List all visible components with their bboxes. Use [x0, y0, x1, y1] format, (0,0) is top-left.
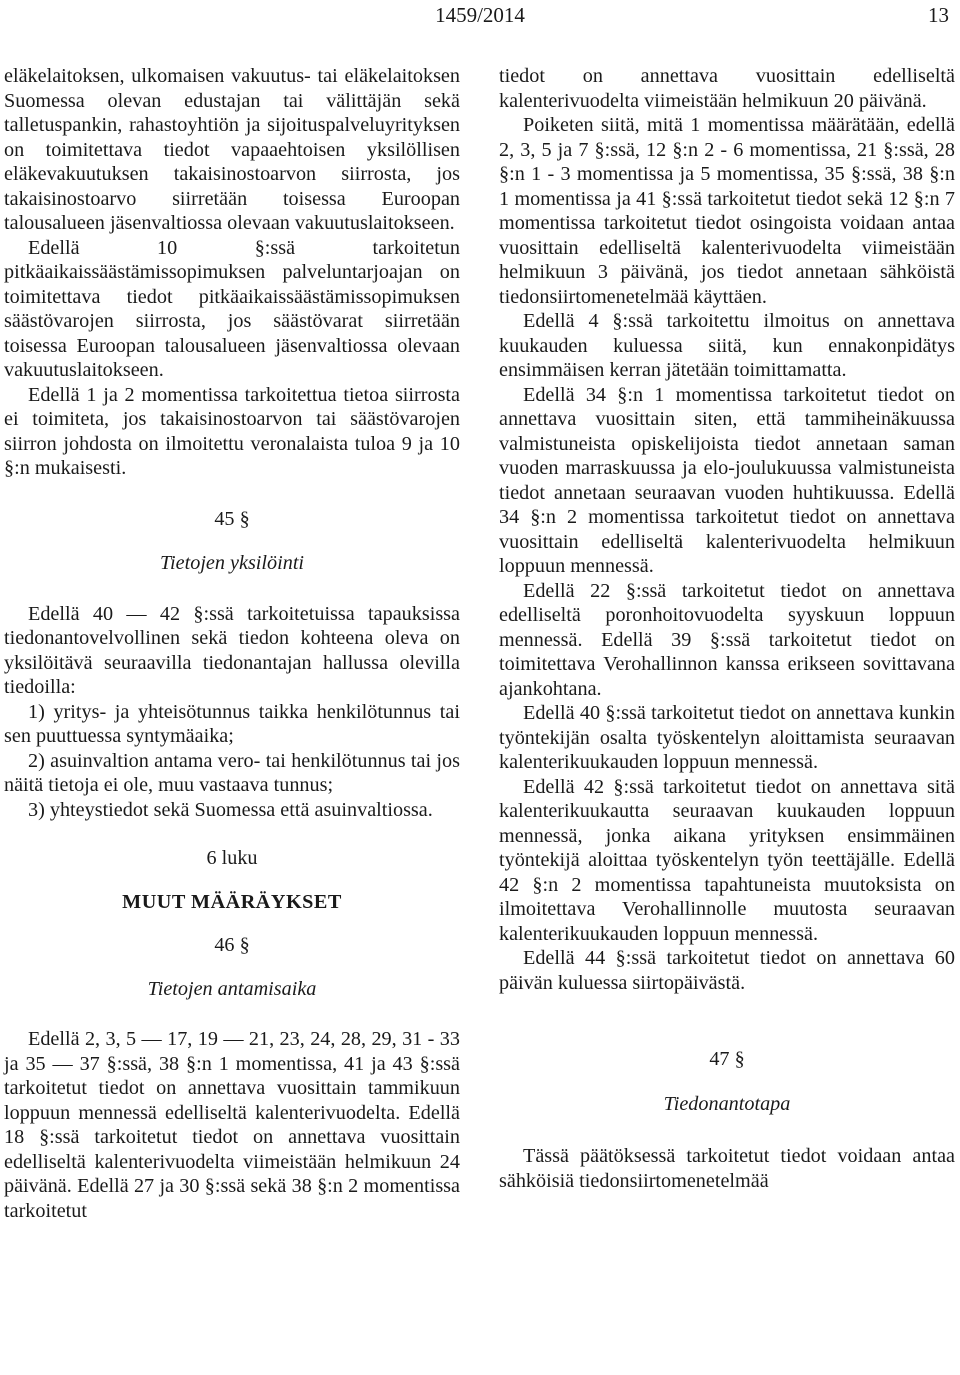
section-title: Tietojen antamisaika — [147, 977, 317, 1000]
paragraph: Edellä 42 §:ssä tarkoitetut tiedot on annettava sitä kalenterikuukautta seuraavan kuukauden loppuun mennessä, jonka aikana yrityksen ensimmäinen työntekijä aloittaa työskentelyn työn teettäjälle. Edellä 42 §:n 2 momentissa tapahtuneista muutoksista on ilmoitettava Verohallinnolle muutosta seuraavan kalenterikuukauden loppuun mennessä. — [499, 775, 955, 945]
page-number: 13 — [928, 3, 949, 27]
list-item: 2) asuinvaltion antama vero- tai henkilötunnus tai jos näitä tietoja ei ole, muu vastaava tunnus; — [4, 749, 460, 796]
page-header — [0, 0, 960, 30]
paragraph: Edellä 44 §:ssä tarkoitetut tiedot on annettava 60 päivän kuluessa siirtopäivästä. — [499, 947, 955, 994]
list-item: 1) yritys- ja yhteisötunnus taikka henkilötunnus tai sen puuttuessa syntymäaika; — [4, 700, 460, 747]
paragraph: Edellä 2, 3, 5 — 17, 19 — 21, 23, 24, 28, 29, 31 - 33 ja 35 — 37 §:ssä, 38 §:n 1 momentissa, 41 ja 43 §:ssä tarkoitetut tiedot on annettava vuosittain tammikuun loppuun mennessä edelliseltä kalenterivuodelta. Edellä 18 §:ssä tarkoitetut tiedot on annettava vuosittain edelliseltä kalenterivuodelta viimeistään helmikuun 24 päivänä. Edellä 27 ja 30 §:ssä sekä 38 §:n 2 momentissa tarkoitetut — [4, 1028, 460, 1222]
chapter-number: 6 luku — [206, 847, 258, 869]
section-number: 46 § — [214, 934, 250, 956]
paragraph: Edellä 40 §:ssä tarkoitetut tiedot on annettava kunkin työntekijän osalta työskentelyn aloittamista seuraavan kalenterikuukauden loppuun mennessä. — [499, 702, 955, 773]
paragraph: Edellä 1 ja 2 momentissa tarkoitettua tietoa siirrosta ei toimiteta, jos takaisinostoarvon tai säästövarojen siirron johdosta on ilmoitettu veronalaista tuloa 9 ja 10 §:n mukaisesti. — [4, 383, 460, 479]
section-number: 45 § — [214, 507, 250, 530]
section-title: Tiedonantotapa — [663, 1092, 791, 1115]
paragraph: Tässä päätöksessä tarkoitetut tiedot voidaan antaa sähköisiä tiedonsiirtomenetelmää — [499, 1145, 955, 1192]
list-item: 3) yhteystiedot sekä Suomessa että asuinvaltiossa. — [28, 798, 433, 821]
paragraph: Edellä 34 §:n 1 momentissa tarkoitetut tiedot on annettava vuosittain siten, että tammiheinäkuussa valmistuneista opiskelijoista tiedot annetaan saman vuoden marraskuussa ja elo-joulukuussa valmistuneista tiedot annetaan seuraavan vuoden huhtikuussa. Edellä 34 §:n 2 momentissa tarkoitetut tiedot on annettava vuosittain edelliseltä kalenterivuodelta helmikuun loppuun mennessä. — [499, 383, 955, 577]
paragraph: eläkelaitoksen, ulkomaisen vakuutus- tai eläkelaitoksen Suomessa olevan edustajan tai välittäjän sekä talletuspankin, rahastoyhtiön ja sijoituspalveluyrityksen on toimitettava tiedot vapaaehtoisen yksilöllisen eläkevakuutuksen takaisinostoarvon siirrosta, jos takaisinostoarvo siirretään toisessa Euroopan talousalueen jäsenvaltiossa olevaan vakuutuslaitokseen. — [4, 65, 460, 234]
paragraph: Edellä 40 — 42 §:ssä tarkoitetuissa tapauksissa tiedonantovelvollinen sekä tiedon kohteena oleva on yksilöitävä seuraavilla tiedonantajan hallussa olevilla tiedoilla: — [4, 602, 460, 698]
section-title: Tietojen yksilöinti — [159, 552, 305, 574]
chapter-title: MUUT MÄÄRÄYKSET — [122, 890, 342, 913]
document-number: 1459/2014 — [435, 3, 525, 27]
section-number: 47 § — [709, 1048, 745, 1070]
paragraph: Edellä 22 §:ssä tarkoitetut tiedot on annettava edelliseltä poronhoitovuodelta syyskuun loppuun mennessä. Edellä 39 §:ssä tarkoitetut tiedot on toimitettava Verohallinnon kanssa erikseen sovittavana ajankohtana. — [499, 579, 955, 700]
left-column — [4, 64, 460, 1223]
right-column — [499, 64, 955, 1193]
paragraph: Poiketen siitä, mitä 1 momentissa määrätään, edellä 2, 3, 5 ja 7 §:ssä, 12 §:n 2 - 6 momentissa, 21 §:ssä, 28 §:n 1 - 3 momentissa ja 5 momentissa, 35 §:ssä, 38 §:n 1 momentissa ja 41 §:ssä tarkoitetut tiedot sekä 12 §:n 7 momentissa tarkoitetut tiedot osingoista voidaan antaa vuosittain edelliseltä kalenterivuodelta viimeistään helmikuun 3 päivänä, jos tiedot annetaan sähköistä tiedonsiirtomenetelmää käyttäen. — [499, 114, 955, 308]
paragraph: Edellä 10 §:ssä tarkoitetun pitkäaikaissäästämissopimuksen palveluntarjoajan on toimitettava tiedot pitkäaikaissäästämissopimuksen säästövarojen siirrosta, jos säästövarat siirretään toisessa Euroopan talousalueen jäsenvaltiossa olevaan vakuutuslaitokseen. — [4, 236, 460, 381]
paragraph: Edellä 4 §:ssä tarkoitettu ilmoitus on annettava kuukauden kuluessa siitä, kun ennakonpidätys ensimmäisen kerran jätetään toimittamatta. — [499, 310, 955, 381]
paragraph: tiedot on annettava vuosittain edelliseltä kalenterivuodelta viimeistään helmikuun 20 päivänä. — [499, 65, 955, 112]
